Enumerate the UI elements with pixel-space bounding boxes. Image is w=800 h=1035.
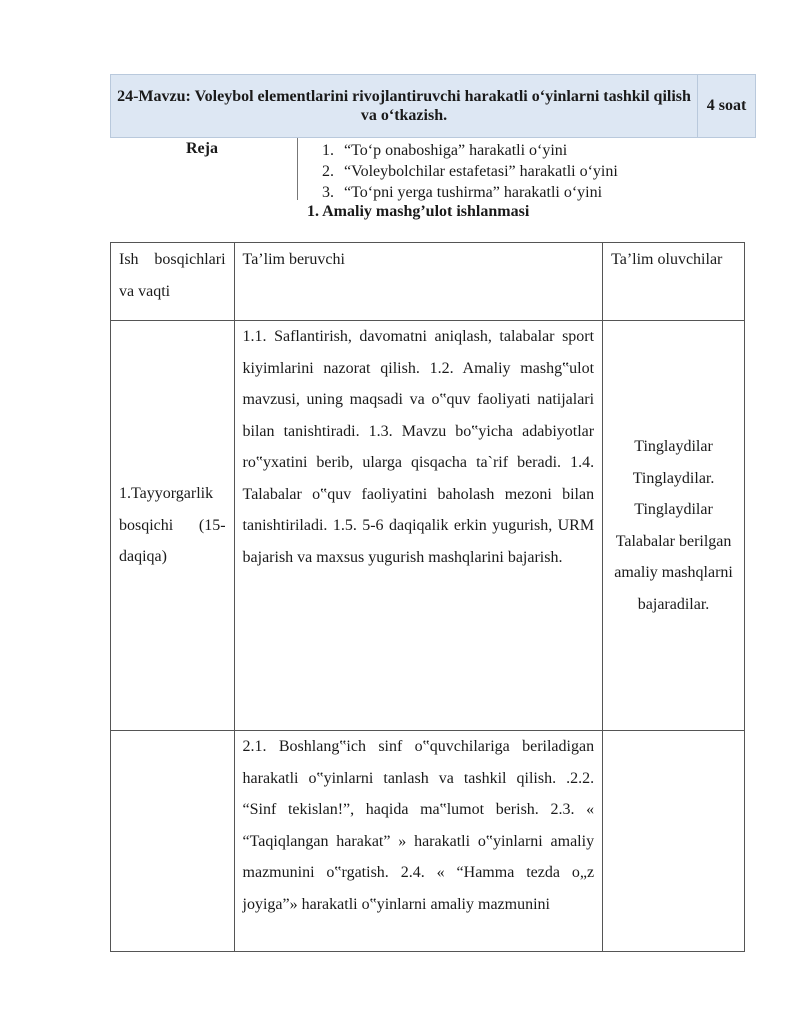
students-line: Tinglaydilar. bbox=[632, 469, 715, 487]
students-line: Talabalar berilgan amaliy mashqlarni bajaradilar. bbox=[614, 532, 733, 613]
plan-label: Reja bbox=[186, 140, 218, 157]
students-cell bbox=[603, 731, 745, 952]
table-row bbox=[111, 321, 745, 731]
topic-hours: 4 soat bbox=[698, 75, 756, 138]
header-students: Ta’lim oluvchilar bbox=[603, 243, 745, 321]
plan-item bbox=[322, 182, 618, 203]
section-heading: 1. Amaliy mashg’ulot ishlanmasi bbox=[307, 203, 530, 220]
table-header-row bbox=[111, 243, 745, 321]
stage-cell: 1.Tayyorgarlik bosqichi (15-daqiqa) bbox=[111, 321, 235, 731]
plan-item-number: 2. bbox=[322, 163, 334, 180]
table-row bbox=[111, 731, 745, 952]
plan-item-text: “To‘pni yerga tushirma” harakatli o‘yini bbox=[344, 184, 603, 201]
plan-item-number: 1. bbox=[322, 142, 334, 159]
plan-divider bbox=[297, 138, 298, 200]
topic-title: 24-Mavzu: Voleybol elementlarini rivojlantiruvchi harakatli o‘yinlarni tashkil qilish va o‘tkazish. bbox=[111, 75, 698, 138]
plan-item bbox=[322, 140, 618, 161]
plan-item bbox=[322, 161, 618, 182]
plan-item-text: “Voleybolchilar estafetasi” harakatli o‘yini bbox=[344, 163, 618, 180]
plan-item-number: 3. bbox=[322, 184, 334, 201]
lesson-table bbox=[110, 242, 745, 952]
header-teacher: Ta’lim beruvchi bbox=[234, 243, 603, 321]
students-line: Tinglaydilar bbox=[634, 501, 713, 518]
topic-header-table bbox=[110, 74, 756, 138]
plan-list bbox=[322, 140, 618, 203]
plan-item-text: “To‘p onaboshiga” harakatli o‘yini bbox=[344, 142, 568, 159]
teacher-cell: 1.1. Saflantirish, davomatni aniqlash, talabalar sport kiyimlarini nazorat qilish. 1.2. Amaliy mashg‟ulot mavzusi, uning maqsadi va o‟quv faoliyati natijalari bilan tanishtiradi. 1.3. Mavzu bo‟yicha adabiyotlar ro‟yxatini berib, ularga qisqacha ta`rif beradi. 1.4. Talabalar o‟quv faoliyatini baholash mezoni bilan tanishtiriladi. 1.5. 5-6 daqiqalik erkin yugurish, URM bajarish va maxsus yugurish mashqlarini bajarish. bbox=[234, 321, 603, 731]
students-cell bbox=[603, 321, 745, 731]
students-line: Tinglaydilar bbox=[634, 438, 713, 455]
teacher-cell: 2.1. Boshlang‟ich sinf o‟quvchilariga beriladigan harakatli o‟yinlarni tanlash va tashkil qilish. .2.2. “Sinf tekislan!”, haqida ma‟lumot berish. 2.3. « “Taqiqlangan harakat” » harakatli o‟yinlarni amaliy mazmunini o‟rgatish. 2.4. « “Hamma tezda o„z joyiga”» harakatli o‟yinlarni amaliy mazmunini bbox=[234, 731, 603, 952]
stage-cell bbox=[111, 731, 235, 952]
header-stage: Ish bosqichlari va vaqti bbox=[111, 243, 235, 321]
